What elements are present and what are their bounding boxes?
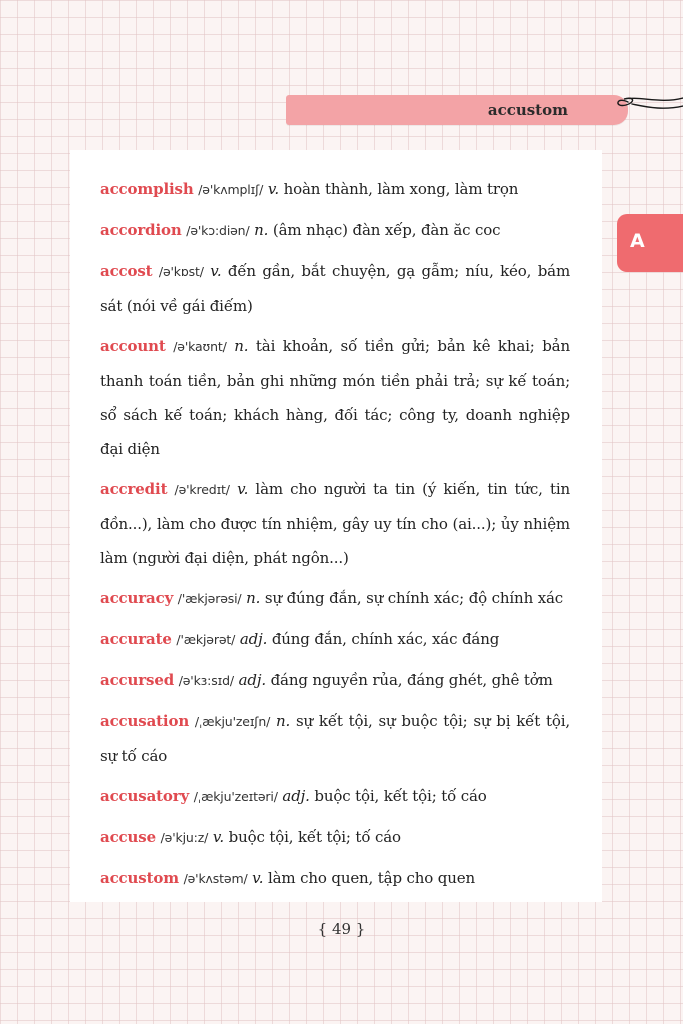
entry-definition: hoàn thành, làm xong, làm trọn bbox=[283, 180, 519, 198]
entry-pronunciation: /'ækjərət/ bbox=[176, 632, 236, 647]
dictionary-entry bbox=[100, 820, 570, 855]
entry-pronunciation: /ə'kɒst/ bbox=[158, 264, 204, 279]
dictionary-entry bbox=[100, 213, 570, 248]
entry-headword: accustom bbox=[100, 869, 179, 887]
guide-word: accustom bbox=[487, 101, 568, 119]
entry-definition: làm cho người ta tin (ý kiến, tin tức, tin đồn...), làm cho được tín nhiệm, gây uy tín cho (ai...); ủy nhiệm làm (người đại diện, phát ngôn...) bbox=[100, 480, 571, 567]
entry-part-of-speech: v. bbox=[267, 180, 279, 198]
entry-definition: đáng nguyền rủa, đáng ghét, ghê tởm bbox=[270, 671, 553, 689]
dictionary-entry bbox=[100, 861, 570, 896]
entry-part-of-speech: n. bbox=[234, 337, 249, 355]
entry-part-of-speech: adj. bbox=[239, 630, 268, 648]
page-number: { 49 } bbox=[317, 920, 366, 938]
entry-headword: accusation bbox=[100, 712, 190, 730]
dictionary-entry bbox=[100, 704, 570, 773]
dictionary-entry bbox=[100, 581, 570, 616]
header-tape bbox=[286, 95, 628, 125]
entry-definition: buộc tội, kết tội; tố cáo bbox=[228, 828, 401, 846]
entry-pronunciation: /ˌækju'zeɪtəri/ bbox=[193, 789, 278, 804]
dictionary-entry bbox=[100, 254, 570, 323]
entry-definition: đúng đắn, chính xác, xác đáng bbox=[271, 630, 500, 648]
entry-pronunciation: /ə'kʌstəm/ bbox=[183, 871, 248, 886]
entry-headword: accusatory bbox=[100, 787, 190, 805]
entry-pronunciation: /ə'kɔ:diən/ bbox=[186, 223, 250, 238]
entry-part-of-speech: n. bbox=[254, 221, 269, 239]
entry-headword: accuse bbox=[100, 828, 156, 846]
dictionary-entry bbox=[100, 622, 570, 657]
entry-headword: accordion bbox=[100, 221, 182, 239]
entry-headword: accost bbox=[100, 262, 153, 280]
alphabet-tab bbox=[617, 214, 683, 272]
entry-headword: accomplish bbox=[100, 180, 194, 198]
dictionary-entry bbox=[100, 779, 570, 814]
entry-part-of-speech: adj. bbox=[238, 671, 266, 689]
entry-list bbox=[100, 172, 570, 902]
entry-part-of-speech: v. bbox=[210, 262, 222, 280]
entry-part-of-speech: adj. bbox=[282, 787, 310, 805]
string-doodle-icon bbox=[610, 92, 683, 122]
entry-headword: accredit bbox=[100, 480, 168, 498]
entry-headword: account bbox=[100, 337, 166, 355]
dictionary-entry bbox=[100, 663, 570, 698]
entry-definition: (âm nhạc) đàn xếp, đàn ăc coc bbox=[272, 221, 501, 239]
alphabet-tab-letter: A bbox=[630, 230, 645, 252]
entry-pronunciation: /ə'kju:z/ bbox=[160, 830, 209, 845]
dictionary-entry bbox=[100, 329, 570, 466]
entry-part-of-speech: v. bbox=[237, 480, 249, 498]
entry-part-of-speech: n. bbox=[276, 712, 291, 730]
content-card bbox=[70, 150, 602, 902]
entry-pronunciation: /ə'kʌmplɪʃ/ bbox=[198, 182, 264, 197]
entry-part-of-speech: v. bbox=[212, 828, 225, 846]
entry-definition: tài khoản, số tiền gửi; bản kê khai; bản thanh toán tiền, bản ghi những món tiền phải trả; sự kế toán; sổ sách kế toán; khách hàng, đối tác; công ty, doanh nghiệp đại diện bbox=[100, 337, 570, 458]
entry-pronunciation: /ˌækju'zeɪʃn/ bbox=[194, 714, 271, 729]
entry-definition: sự đúng đắn, sự chính xác; độ chính xác bbox=[264, 589, 564, 607]
entry-part-of-speech: n. bbox=[246, 589, 261, 607]
entry-definition: sự kết tội, sự buộc tội; sự bị kết tội, sự tố cáo bbox=[100, 712, 570, 765]
dictionary-entry bbox=[100, 172, 570, 207]
entry-pronunciation: /ə'kaʊnt/ bbox=[173, 339, 227, 354]
entry-pronunciation: /'ækjərəsi/ bbox=[177, 591, 242, 606]
entry-headword: accuracy bbox=[100, 589, 174, 607]
entry-definition: buộc tội, kết tội; tố cáo bbox=[314, 787, 487, 805]
entry-definition: đến gần, bắt chuyện, gạ gẫm; níu, kéo, bám sát (nói về gái điếm) bbox=[100, 262, 571, 315]
entry-pronunciation: /ə'kɜ:sɪd/ bbox=[178, 673, 234, 688]
entry-headword: accurate bbox=[100, 630, 172, 648]
entry-definition: làm cho quen, tập cho quen bbox=[267, 869, 475, 887]
entry-pronunciation: /ə'kredɪt/ bbox=[174, 482, 230, 497]
entry-headword: accursed bbox=[100, 671, 175, 689]
dictionary-entry bbox=[100, 472, 570, 575]
entry-part-of-speech: v. bbox=[252, 869, 264, 887]
